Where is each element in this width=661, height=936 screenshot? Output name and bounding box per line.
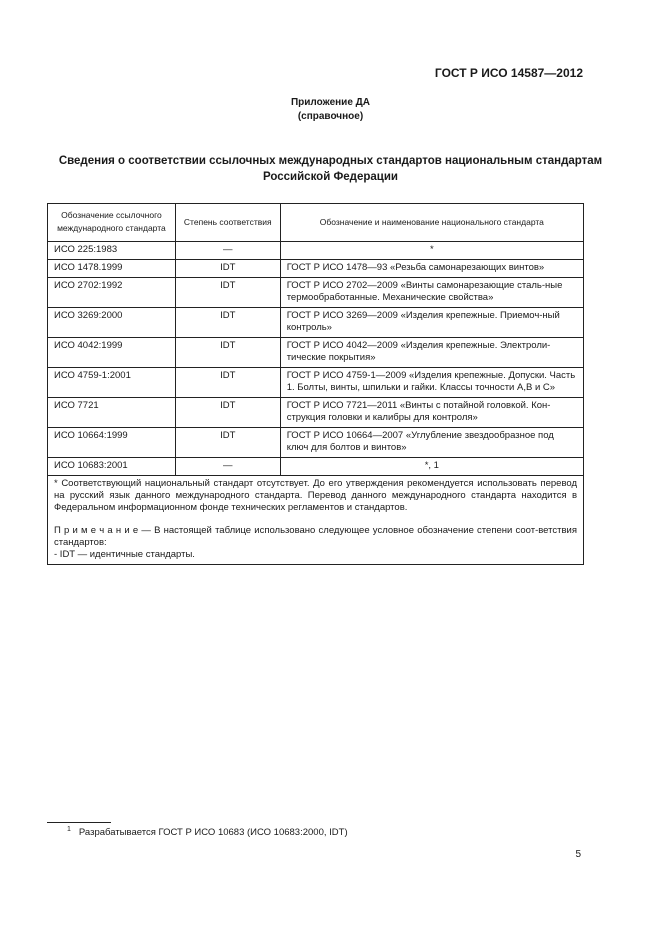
note-item: - IDT — идентичные стандарты. — [54, 549, 195, 560]
cell-intl: ИСО 4759-1:2001 — [48, 368, 176, 398]
page-title — [40, 153, 621, 185]
table-notes — [48, 476, 584, 565]
table-row — [48, 242, 584, 260]
note-label: П р и м е ч а н и е — [54, 525, 139, 536]
cell-intl: ИСО 10683:2001 — [48, 458, 176, 476]
table-row — [48, 398, 584, 428]
cell-national: ГОСТ Р ИСО 7721—2011 «Винты с потайной головкой. Кон-струкция головки и калибры для контроля» — [280, 398, 583, 428]
cell-degree: IDT — [175, 260, 280, 278]
cell-degree: IDT — [175, 278, 280, 308]
cell-intl: ИСО 10664:1999 — [48, 428, 176, 458]
table-row — [48, 308, 584, 338]
page-number: 5 — [575, 849, 581, 860]
cell-degree: IDT — [175, 308, 280, 338]
cell-degree: IDT — [175, 338, 280, 368]
cell-intl: ИСО 3269:2000 — [48, 308, 176, 338]
table-row — [48, 368, 584, 398]
cell-degree: — — [175, 458, 280, 476]
annex-title: Приложение ДА — [290, 97, 371, 108]
table-note — [54, 525, 577, 549]
cell-national: * — [280, 242, 583, 260]
cell-national: ГОСТ Р ИСО 1478—93 «Резьба самонарезающих винтов» — [280, 260, 583, 278]
standards-table — [47, 203, 584, 565]
table-notes-row — [48, 476, 584, 565]
cell-intl: ИСО 225:1983 — [48, 242, 176, 260]
cell-national: ГОСТ Р ИСО 2702—2009 «Винты самонарезающие сталь-ные термообработанные. Механические свойства» — [280, 278, 583, 308]
table-row — [48, 278, 584, 308]
title-line-2: Российской Федерации — [262, 171, 398, 183]
cell-degree: IDT — [175, 368, 280, 398]
footnote-text: Разрабатывается ГОСТ Р ИСО 10683 (ИСО 10683:2000, IDT) — [78, 827, 348, 839]
table-header-row — [48, 204, 584, 242]
footnote-divider — [47, 822, 111, 823]
table-row — [48, 428, 584, 458]
annex-subtitle: (справочное) — [297, 111, 364, 122]
cell-national: ГОСТ Р ИСО 10664—2007 «Углубление звездообразное под ключ для болтов и винтов» — [280, 428, 583, 458]
header-national-standard: Обозначение и наименование национального стандарта — [280, 204, 583, 242]
cell-intl: ИСО 7721 — [48, 398, 176, 428]
cell-intl: ИСО 2702:1992 — [48, 278, 176, 308]
star-note: * Соответствующий национальный стандарт отсутствует. До его утверждения рекомендуется использовать перевод на русский язык данного международного стандарта. Перевод данного международного стандарта находится в Федеральном информационном фонде технических регламентов и стандартов. — [54, 478, 577, 513]
document-code: ГОСТ Р ИСО 14587—2012 — [434, 66, 583, 80]
note-text: — В настоящей таблице использовано следующее условное обозначение степени соот-ветствия стандартов: — [54, 525, 577, 548]
title-line-1: Сведения о соответствии ссылочных международных стандартов национальным стандартам — [58, 155, 603, 167]
cell-intl: ИСО 1478.1999 — [48, 260, 176, 278]
annex-heading — [0, 96, 661, 124]
cell-degree: — — [175, 242, 280, 260]
table-row — [48, 458, 584, 476]
cell-degree: IDT — [175, 428, 280, 458]
cell-degree: IDT — [175, 398, 280, 428]
cell-national: ГОСТ Р ИСО 4042—2009 «Изделия крепежные. Электроли-тические покрытия» — [280, 338, 583, 368]
table-row — [48, 338, 584, 368]
table-row — [48, 260, 584, 278]
cell-national: *, 1 — [280, 458, 583, 476]
header-intl-standard: Обозначение ссылочного международного стандарта — [48, 204, 176, 242]
footnote-mark: 1 — [67, 826, 71, 833]
cell-national: ГОСТ Р ИСО 4759-1—2009 «Изделия крепежные. Допуски. Часть 1. Болты, винты, шпильки и гайки. Классы точности А,В и С» — [280, 368, 583, 398]
footnote — [67, 826, 348, 838]
cell-national: ГОСТ Р ИСО 3269—2009 «Изделия крепежные. Приемоч-ный контроль» — [280, 308, 583, 338]
cell-intl: ИСО 4042:1999 — [48, 338, 176, 368]
header-degree: Степень соответствия — [175, 204, 280, 242]
